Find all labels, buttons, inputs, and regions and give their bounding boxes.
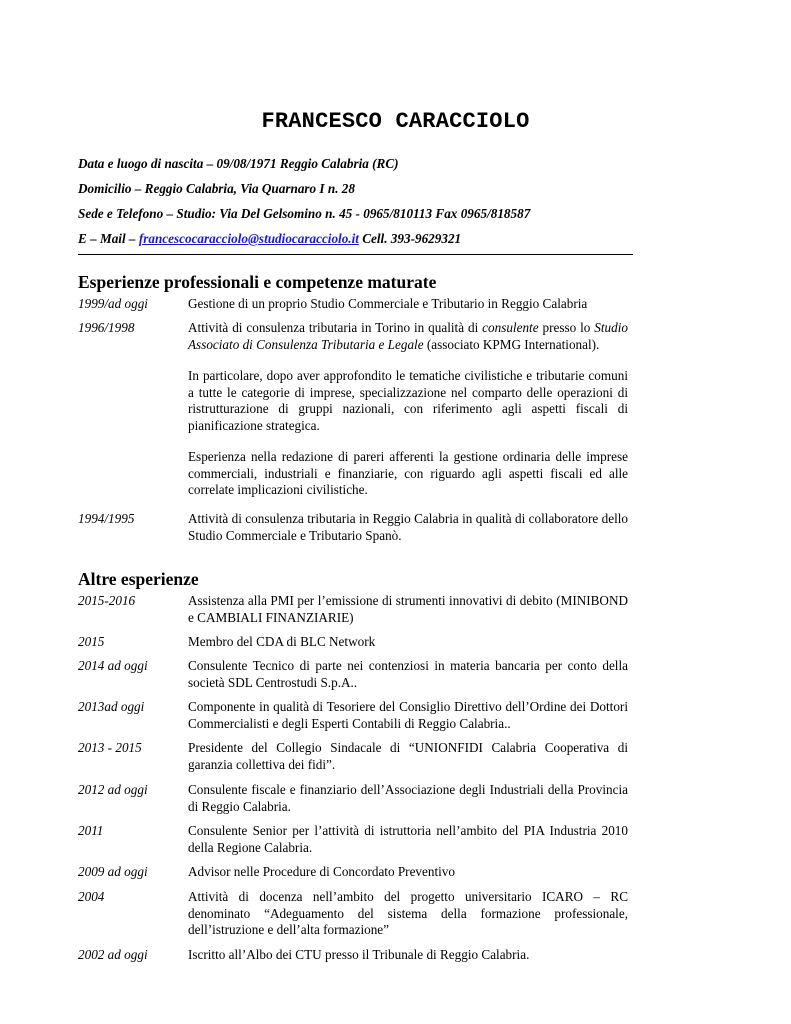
entry-date: 1999/ad oggi [78,296,148,311]
entry-description: Presidente del Collegio Sindacale di “UNIONFIDI Calabria Cooperativa di garanzia collettiva dei fidi”. [188,740,628,772]
section-title-experience: Esperienze professionali e competenze maturate [78,272,437,292]
entry-date: 2012 ad oggi [78,782,148,797]
header-divider [78,254,633,255]
entry-date: 2009 ad oggi [78,864,148,879]
entry-date: 2013 - 2015 [78,740,142,755]
entry-date: 2013ad oggi [78,699,145,714]
email-line [78,231,461,247]
entry-date: 1994/1995 [78,511,135,526]
entry-description [188,296,628,313]
entry-description: Consulente Tecnico di parte nei contenziosi in materia bancaria per conto della società SDL Centrostudi S.p.A.. [188,658,628,690]
section-title-other: Altre esperienze [78,569,199,589]
cell-info: Cell. 393-9629321 [358,231,462,246]
page-title: FRANCESCO CARACCIOLO [261,109,530,134]
entry-date: 2011 [78,823,104,838]
entry-paragraph: In particolare, dopo aver approfondito le tematiche civilistiche e tributarie comuni a tutte le categorie di imprese, specializzazione nel comparto delle operazioni di ristrutturazione di gruppi nazionali, con riferimento agli aspetti fiscali di pianificazione strategica. [188,368,628,433]
office-info: Sede e Telefono – Studio: Via Del Gelsomino n. 45 - 0965/810113 Fax 0965/818587 [78,206,531,221]
domicile-info: Domicilio – Reggio Calabria, Via Quarnaro I n. 28 [78,181,355,196]
entry-date: 2015-2016 [78,593,136,608]
entry-date: 2015 [78,634,105,649]
entry-date: 2014 ad oggi [78,658,148,673]
entry-description [188,511,628,544]
entry-description: Componente in qualità di Tesoriere del Consiglio Direttivo dell’Ordine dei Dottori Commercialisti e degli Esperti Contabili di Reggio Calabria.. [188,699,628,731]
entry-date: 1996/1998 [78,320,135,335]
entry-date: 2002 ad oggi [78,947,148,962]
entry-paragraph: Attività di consulenza tributaria in Reggio Calabria in qualità di collaboratore dello Studio Commerciale e Tributario Spanò. [188,511,628,543]
entry-description: Consulente fiscale e finanziario dell’Associazione degli Industriali della Provincia di Reggio Calabria. [188,782,628,814]
entry-description: Assistenza alla PMI per l’emissione di strumenti innovativi di debito (MINIBOND e CAMBIALI FINANZIARIE) [188,593,628,625]
entry-description: Membro del CDA di BLC Network [188,634,376,649]
entry-description: Attività di docenza nell’ambito del progetto universitario ICARO – RC denominato “Adeguamento del sistema della formazione professionale, dell’istruzione e dell’alta formazione” [188,889,628,937]
birth-info: Data e luogo di nascita – 09/08/1971 Reggio Calabria (RC) [78,156,399,171]
entry-description: Iscritto all’Albo dei CTU presso il Tribunale di Reggio Calabria. [188,947,530,962]
email-link[interactable]: francescocaracciolo@studiocaracciolo.it [138,231,359,246]
entry-paragraph: Esperienza nella redazione di pareri afferenti la gestione ordinaria delle imprese commerciali, industriali e finanziarie, con riguardo agli aspetti fiscali ed alle correlate implicazioni civilistiche. [188,449,628,497]
entry-date: 2004 [78,889,105,904]
email-label: E – Mail – [78,231,139,246]
entry-paragraph: Attività di consulenza tributaria in Torino in qualità di consulente presso lo Studio Associato di Consulenza Tributaria e Legale (associato KPMG International). [188,320,628,352]
entry-paragraph: Gestione di un proprio Studio Commerciale e Tributario in Reggio Calabria [188,296,588,311]
entry-description: Consulente Senior per l’attività di istruttoria nell’ambito del PIA Industria 2010 della Regione Calabria. [188,823,628,855]
entry-description [188,320,628,499]
entry-description: Advisor nelle Procedure di Concordato Preventivo [188,864,455,879]
